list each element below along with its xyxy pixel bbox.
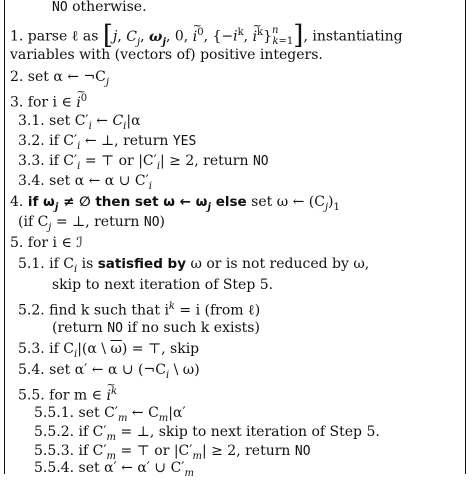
step-2: 2. set α ← $\neg C_j$ — [10, 69, 109, 88]
step-5-1-cont: skip to next iteration of Step 5. — [52, 277, 274, 293]
step-3-2: 3.2. if $C'_i$ ← ⊥, return YES — [18, 133, 197, 152]
step-3-4: 3.4. set α ← α ∪ $C'_i$ — [18, 173, 152, 192]
step-5-2-cont: (return NO if no such k exists) — [52, 320, 260, 336]
step-5-5-4: 5.5.4. set α′ ← α′ ∪ $C'_m$ — [34, 460, 194, 479]
step-4: 4. if $\omega_j$ ≠ ∅ then set ω ← $\omega_j$ else set ω ← $(C_j)_1$ — [10, 194, 340, 213]
step-3-3: 3.3. if $C'_i$ = ⊤ or $|C'_i| \ge 2$, return NO — [18, 153, 269, 172]
step-3: 3. for i ∈ ~ $i^0$ — [10, 90, 87, 112]
step-3-1: 3.1. set $C'_i$ ← $C_i|\alpha$ — [18, 113, 141, 132]
step-5-5-3: 5.5.3. if $C'_m$ = ⊤ or $|C'_m| \ge 2$, return NO — [34, 443, 311, 462]
step-5-4: 5.4. set α′ ← α ∪ ($\neg C_i$ \ ω) — [18, 362, 200, 381]
step-5-2: 5.2. find k such that $i^k = i$ (from ℓ) — [18, 301, 261, 319]
step-1-cont: variables with (vectors of) positive integers. — [10, 47, 323, 63]
step-5-5-2: 5.5.2. if $C'_m$ = ⊥, skip to next iteration of Step 5. — [34, 424, 380, 443]
step-1: 1. parse ℓ as [j, $C_j$, $\omega_j$, 0, ~ $i^0$, {$-i^k$, ~ $i^k\}^n_{k=1}$], instantiating — [10, 24, 403, 51]
step-5-1: 5.1. if $C_i$ is satisfied by ω or is not reduced by ω, — [18, 256, 370, 275]
step-4-cont: (if $C_j$ = ⊥, return NO) — [18, 214, 166, 233]
line-otherwise: NO otherwise. — [52, 0, 147, 15]
step-5-3: 5.3. if $C_i|(\alpha$ \ $\overline{\omega}$) = ⊤, skip — [18, 341, 200, 360]
step-5-5-1: 5.5.1. set $C'_m$ ← $C_m|\alpha'$ — [34, 405, 186, 424]
step-5-5: 5.5. for m ∈ ~ $i^k$ — [18, 383, 117, 405]
step-5: 5. for i ∈ ℐ — [10, 235, 83, 251]
